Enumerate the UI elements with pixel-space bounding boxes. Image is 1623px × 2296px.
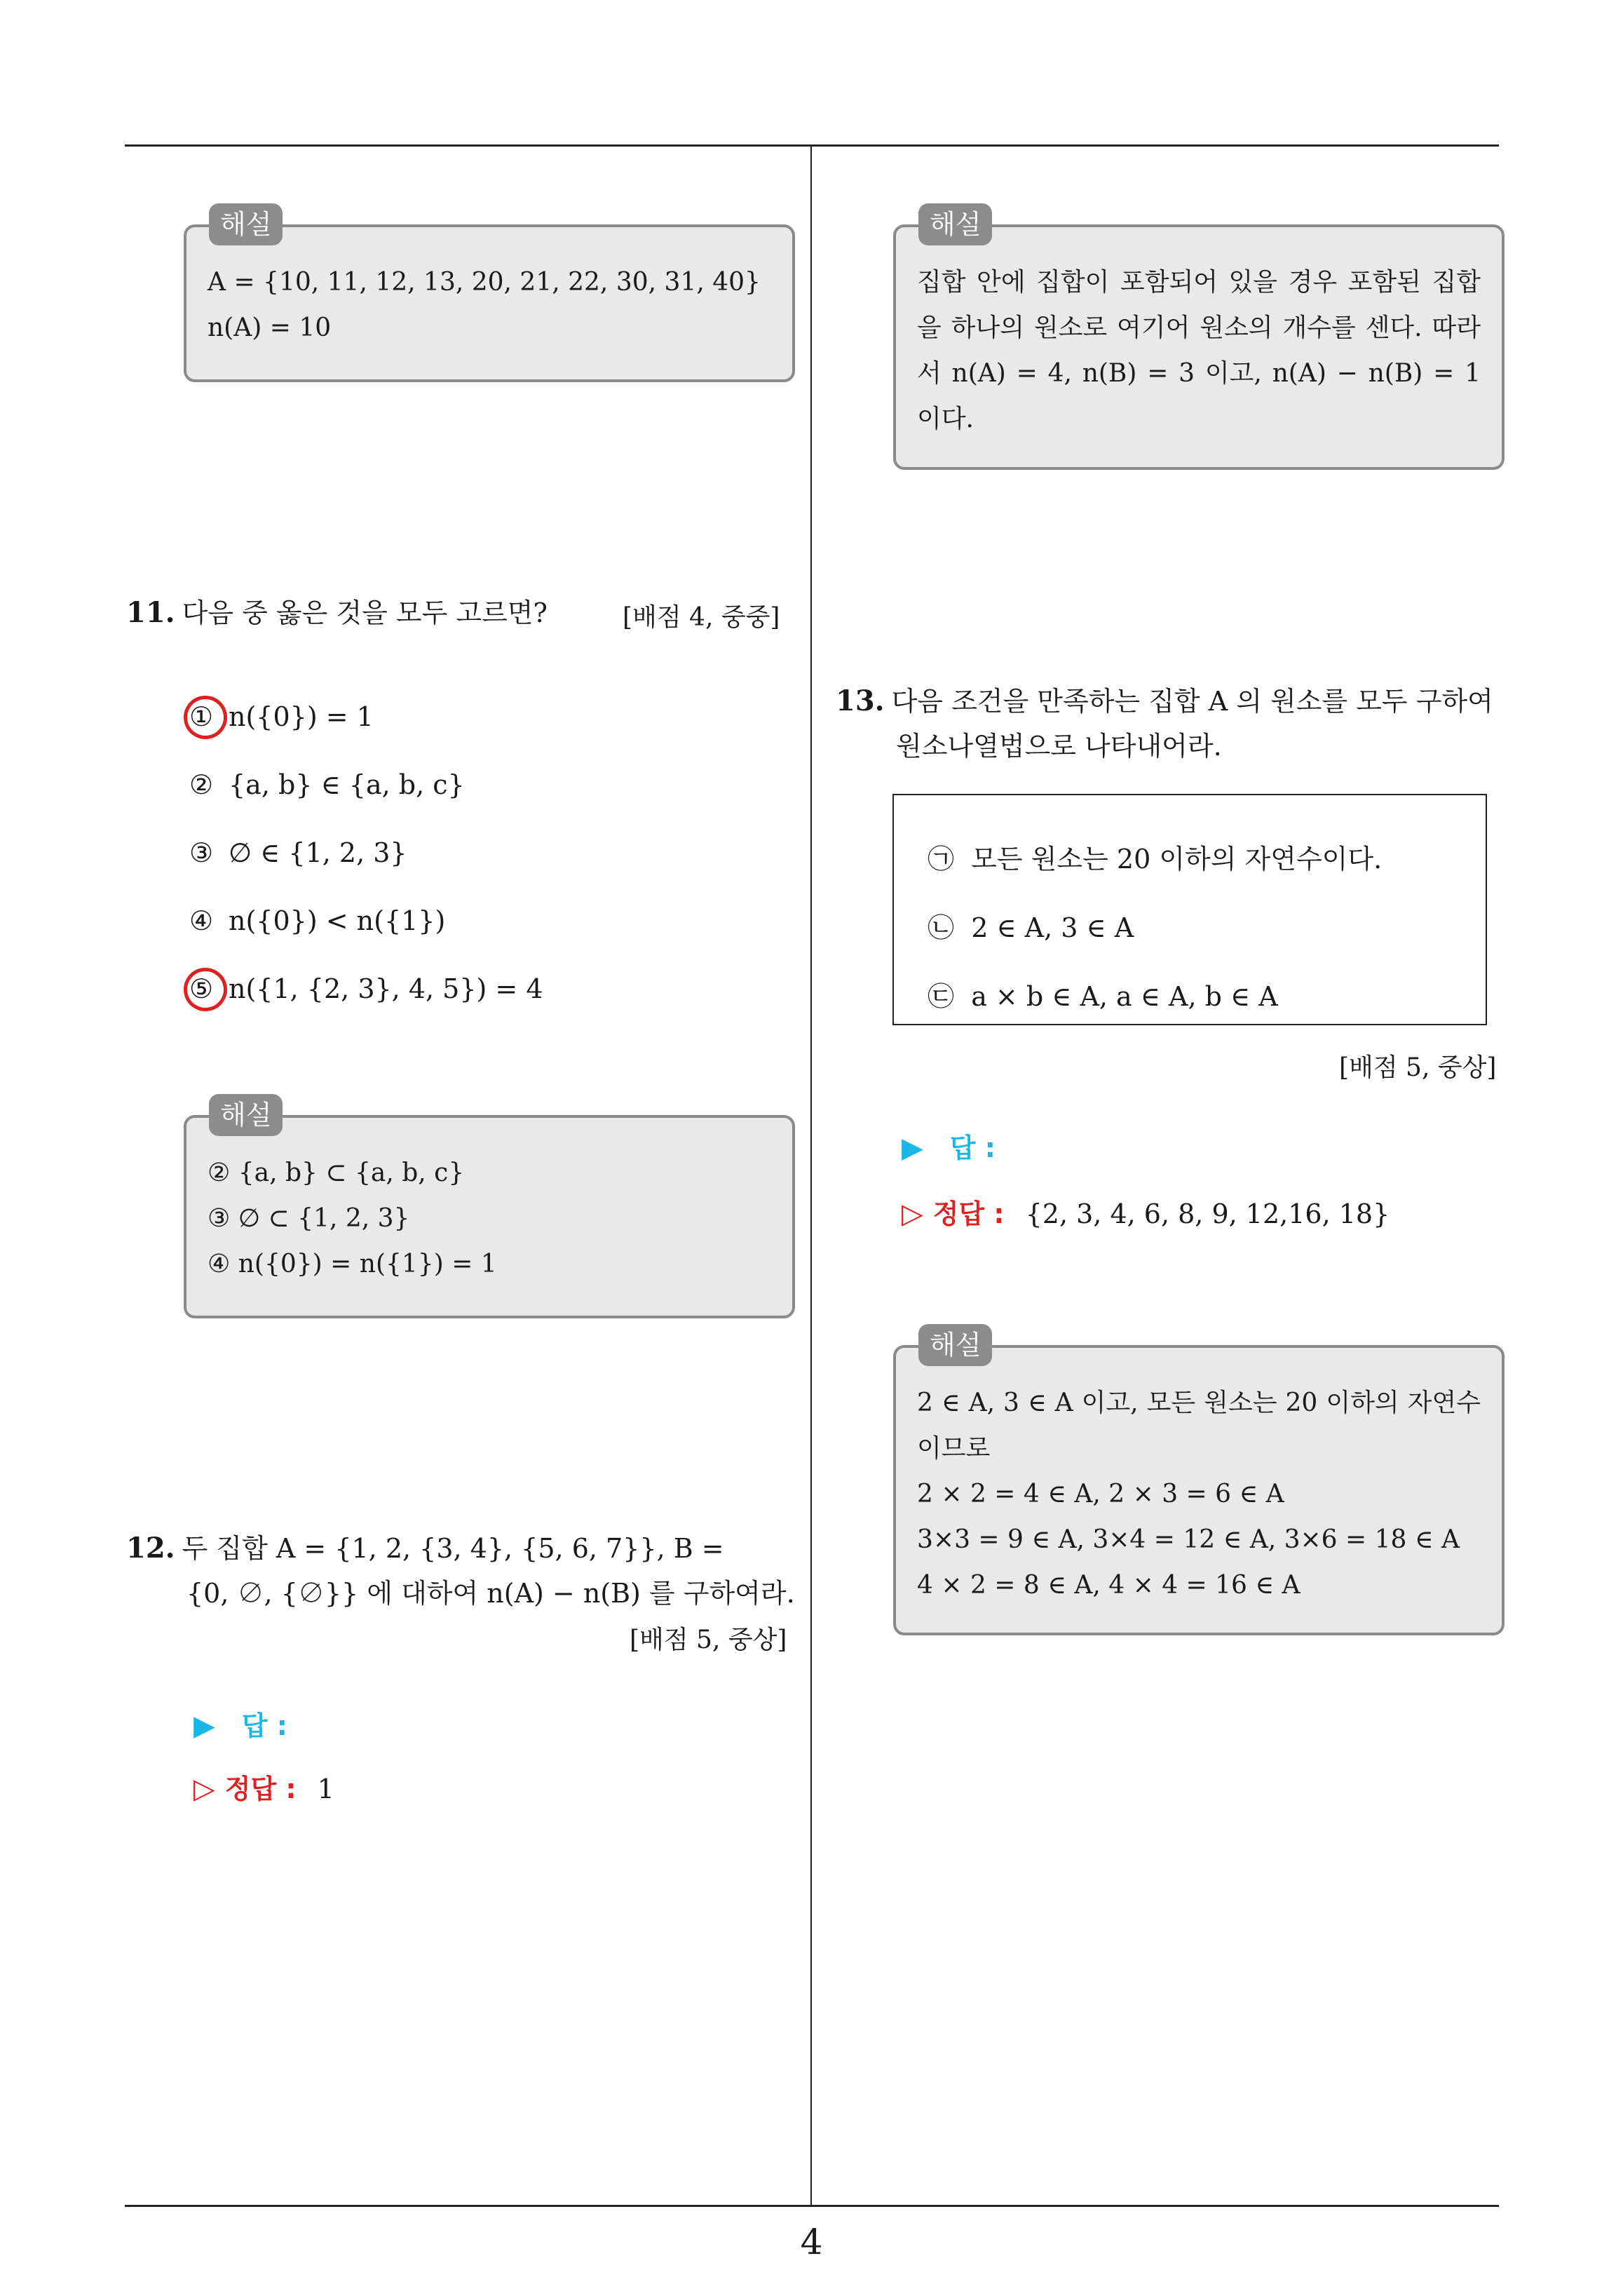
question-text: 다음 중 옳은 것을 모두 고르면? <box>182 597 548 628</box>
correct-answer-row-q13 <box>902 1192 1390 1231</box>
question-text-line2: 원소나열법으로 나타내어라. <box>896 731 1222 762</box>
correct-answer-row-q12 <box>193 1767 334 1806</box>
question-11-title <box>126 590 548 635</box>
question-text-line1: 두 집합 A = {1, 2, {3, 4}, {5, 6, 7}}, B = <box>182 1533 724 1564</box>
answer-row-q12[interactable] <box>193 1704 287 1743</box>
correct-value: 1 <box>317 1774 334 1804</box>
option-4[interactable] <box>189 905 445 936</box>
answer-label: 답 : <box>949 1133 996 1163</box>
option-mark: ⑤ <box>189 973 214 1004</box>
outline-triangle-icon: ▷ <box>193 1773 215 1805</box>
play-triangle-icon: ▶ <box>902 1132 923 1164</box>
solution-line: ③ ∅ ⊂ {1, 2, 3} <box>208 1204 410 1233</box>
option-3[interactable] <box>189 837 407 868</box>
option-mark: ② <box>189 769 214 800</box>
question-number: 13. <box>836 684 885 717</box>
solution-box-q11 <box>184 1100 795 1318</box>
condition-mark: ㉢ <box>928 981 955 1012</box>
option-text: n({1, {2, 3}, 4, 5}) = 4 <box>229 973 543 1004</box>
solution-line: ④ n({0}) = n({1}) = 1 <box>208 1250 497 1278</box>
solution-label: 해설 <box>918 203 992 245</box>
option-text: ∅ ∈ {1, 2, 3} <box>229 837 407 868</box>
page-number: 4 <box>800 2222 823 2262</box>
solution-line: 2 × 2 = 4 ∈ A, 2 × 3 = 6 ∈ A <box>917 1480 1284 1508</box>
condition-2 <box>928 906 1134 945</box>
question-12-points: [배점 5, 중상] <box>630 1626 787 1654</box>
column-divider <box>810 144 812 2205</box>
option-mark: ④ <box>189 905 214 936</box>
condition-box <box>892 794 1487 1025</box>
option-text: n({0}) = 1 <box>229 701 374 732</box>
question-13-title <box>836 679 1509 769</box>
question-11-points: [배점 4, 중중] <box>623 603 780 632</box>
top-rule <box>125 144 1499 147</box>
condition-mark: ㉠ <box>928 844 955 874</box>
question-number: 12. <box>126 1532 175 1565</box>
answer-row-q13[interactable] <box>902 1126 996 1165</box>
solution-box-q12 <box>893 209 1505 470</box>
option-text: n({0}) < n({1}) <box>229 905 446 936</box>
solution-label: 해설 <box>918 1324 992 1366</box>
condition-3 <box>928 975 1278 1013</box>
question-number: 11. <box>126 596 175 629</box>
condition-1 <box>928 837 1382 876</box>
question-text-line1: 다음 조건을 만족하는 집합 A 의 원소를 모두 구하여 <box>891 686 1493 717</box>
option-5[interactable] <box>189 973 543 1004</box>
solution-box-q10 <box>184 209 795 382</box>
option-mark: ③ <box>189 837 214 868</box>
question-13-points: [배점 5, 중상] <box>1339 1053 1497 1082</box>
solution-line: 4 × 2 = 8 ∈ A, 4 × 4 = 16 ∈ A <box>917 1571 1301 1600</box>
solution-label: 해설 <box>209 1094 283 1136</box>
correct-label: 정답 : <box>932 1198 1005 1229</box>
outline-triangle-icon: ▷ <box>902 1198 923 1230</box>
solution-line: 3×3 = 9 ∈ A, 3×4 = 12 ∈ A, 3×6 = 18 ∈ A <box>917 1525 1460 1554</box>
bottom-rule <box>125 2205 1499 2207</box>
solution-label: 해설 <box>209 203 283 245</box>
question-12-title <box>126 1526 799 1616</box>
play-triangle-icon: ▶ <box>193 1710 215 1742</box>
correct-value: {2, 3, 4, 6, 8, 9, 12,16, 18} <box>1025 1198 1390 1229</box>
solution-line: n(A) = 10 <box>208 313 332 342</box>
correct-label: 정답 : <box>224 1774 297 1804</box>
solution-box-q13 <box>893 1330 1505 1635</box>
option-text: {a, b} ∈ {a, b, c} <box>229 769 465 800</box>
solution-line: A = {10, 11, 12, 13, 20, 21, 22, 30, 31, 40} <box>208 268 761 297</box>
option-mark: ① <box>189 701 214 732</box>
condition-text: a × b ∈ A, a ∈ A, b ∈ A <box>971 981 1278 1012</box>
question-text-line2: {0, ∅, {∅}} 에 대하여 n(A) − n(B) 를 구하여라. <box>186 1578 795 1609</box>
condition-text: 모든 원소는 20 이하의 자연수이다. <box>971 844 1383 874</box>
selected-circle-icon <box>179 964 231 1015</box>
answer-label: 답 : <box>241 1710 287 1741</box>
solution-line: ② {a, b} ⊂ {a, b, c} <box>208 1159 465 1187</box>
solution-line: 2 ∈ A, 3 ∈ A 이고, 모든 원소는 20 이하의 자연수이므로 <box>917 1389 1481 1463</box>
option-2[interactable] <box>189 769 465 800</box>
condition-mark: ㉡ <box>928 912 955 943</box>
condition-text: 2 ∈ A, 3 ∈ A <box>971 912 1134 943</box>
solution-text: 집합 안에 집합이 포함되어 있을 경우 포함된 집합을 하나의 원소로 여기어 원소의 개수를 센다. 따라서 n(A) = 4, n(B) = 3 이고, n(A) − n(B) = 1 이다. <box>917 268 1481 433</box>
selected-circle-icon <box>179 691 231 743</box>
